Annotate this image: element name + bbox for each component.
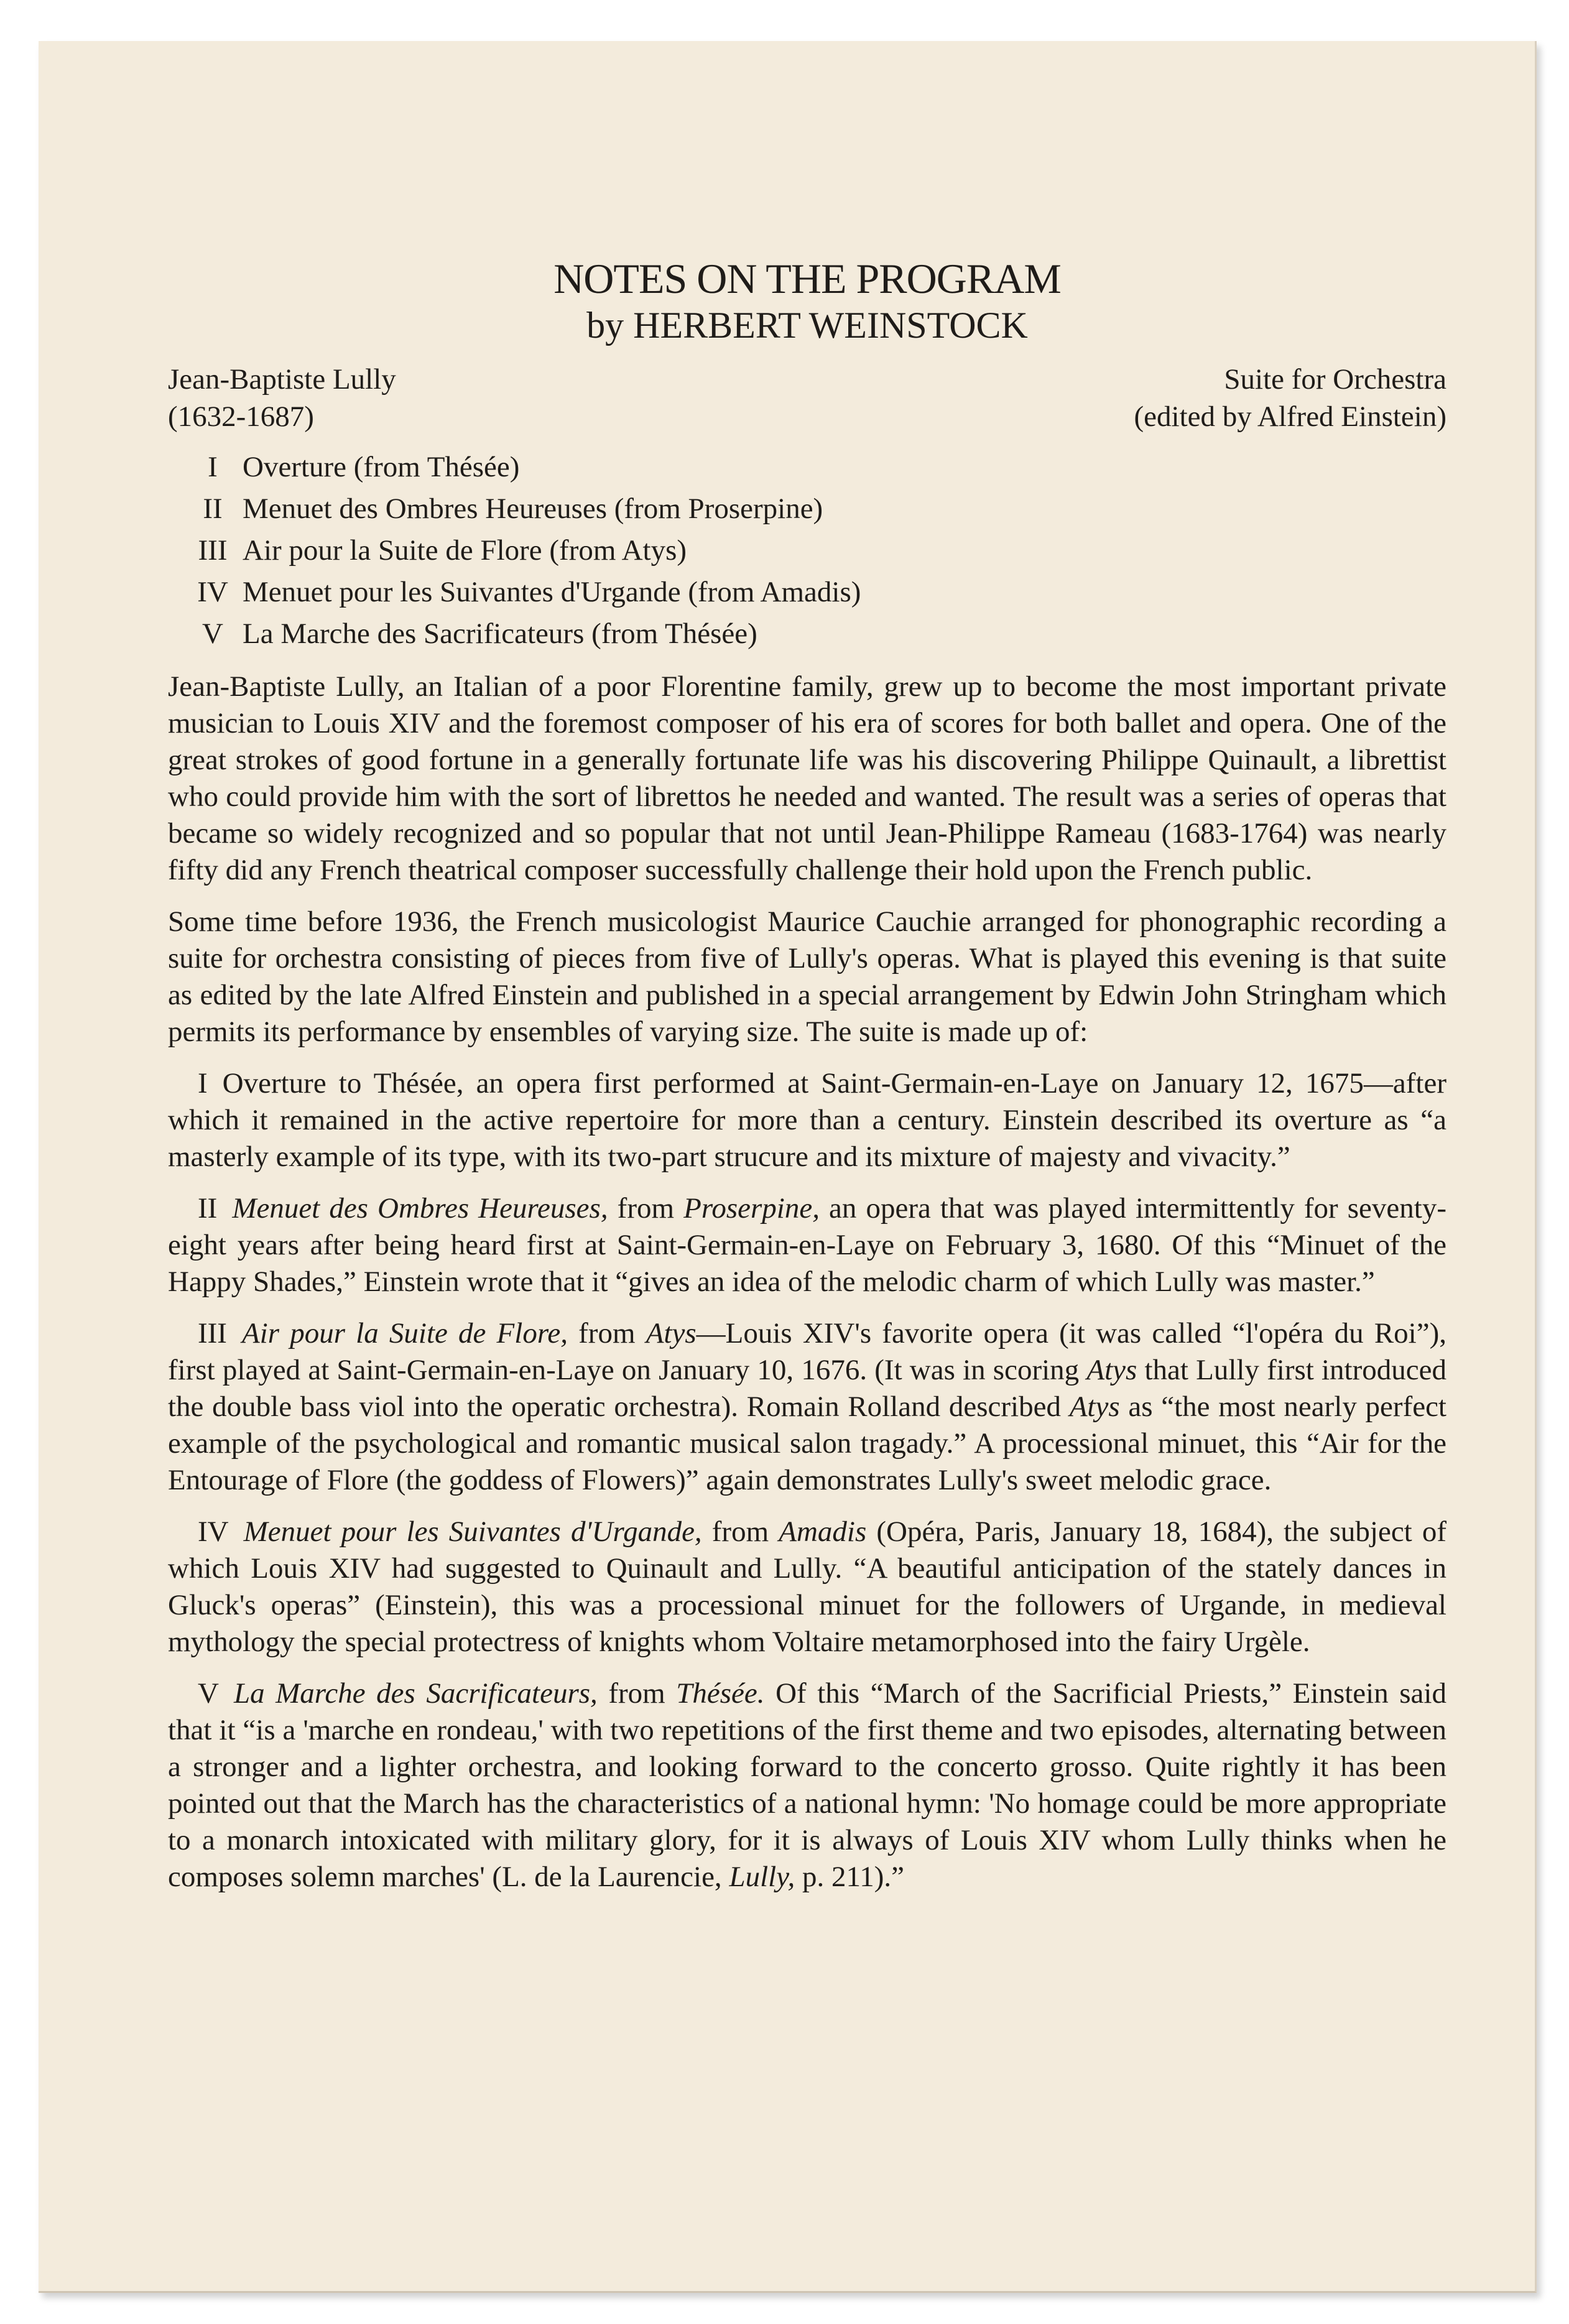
movement-note-2: [168, 1190, 1446, 1300]
note-text: as “the most nearly perfect example of the psychological and romantic musical salon tragady.” A processional minuet, this “Air for the Entourage of Flore (the goddess of Flowers)” again demonstrates Lully's sweet melodic grace.: [168, 1391, 1446, 1496]
movement-note-text: Overture to Thésée, an opera first performed at Saint-Germain-en-Laye on January 12, 1675—after which it remained in the active repertoire for more than a century. Einstein described its overture as “a masterly example of its type, with its two-part strucure and its mixture of majesty and vivacity.”: [168, 1067, 1446, 1173]
note-text: p. 211).”: [795, 1861, 904, 1893]
page-content: [168, 215, 1446, 1910]
italic-title: Menuet pour les Suivantes d'Urgande,: [243, 1516, 702, 1548]
movement-item: [183, 488, 1446, 530]
work-editor: (edited by Alfred Einstein): [1134, 400, 1446, 433]
note-text: from: [567, 1317, 646, 1349]
italic-title: Atys: [646, 1317, 697, 1349]
byline: by HERBERT WEINSTOCK: [586, 305, 1028, 346]
movement-note-number: IV: [198, 1516, 229, 1548]
movement-title: Menuet pour les Suivantes d'Urgande (from Amadis): [243, 576, 861, 608]
movement-list: [183, 447, 1446, 655]
italic-title: Atys: [1086, 1354, 1137, 1386]
suite-history-paragraph: Some time before 1936, the French musicologist Maurice Cauchie arranged for phonographic recording a suite for orchestra consisting of pieces from five of Lully's operas. What is played this evening is that suite as edited by the late Alfred Einstein and published in a special arrangement by Edwin John Stringham which permits its performance by ensembles of varying size. The suite is made up of:: [168, 905, 1446, 1048]
composer-info: [168, 361, 396, 435]
note-text: from: [701, 1516, 779, 1548]
movement-note-4: [168, 1514, 1446, 1660]
movement-number: III: [198, 534, 228, 567]
movement-item: [183, 572, 1446, 613]
italic-title: Proserpine,: [683, 1192, 820, 1224]
italic-title: Atys: [1069, 1391, 1120, 1423]
program-page: [39, 41, 1537, 2293]
note-text: from: [597, 1677, 677, 1710]
note-text: —Louis XIV's favorite opera (it was called “l'opéra du Roi”), first played at Saint-Germain-en-Laye on January 10, 1676. (It was in scoring: [168, 1317, 1446, 1386]
movement-title: Air pour la Suite de Flore (from Atys): [243, 534, 687, 567]
italic-title: Menuet des Ombres Heureuses,: [232, 1192, 608, 1224]
movement-note-number: III: [198, 1317, 227, 1349]
movement-note-number: V: [198, 1677, 219, 1710]
italic-title: La Marche des Sacrificateurs,: [233, 1677, 598, 1710]
movement-note-3: [168, 1315, 1446, 1499]
movement-note-number: II: [198, 1192, 218, 1224]
composer-header: [168, 361, 1446, 435]
italic-title: Air pour la Suite de Flore,: [241, 1317, 568, 1349]
movement-number: IV: [197, 576, 228, 608]
movement-number: II: [203, 493, 223, 525]
italic-title: Thésée.: [676, 1677, 765, 1710]
movement-note-5: [168, 1675, 1446, 1896]
italic-title: Amadis: [779, 1516, 867, 1548]
movement-number: I: [208, 451, 218, 483]
movement-note-1: [168, 1065, 1446, 1175]
note-text: Of this “March of the Sacrificial Priests,” Einstein said that it “is a 'marche en rondeau,' with two repetitions of the first theme and two episodes, alternating between a stronger and a lighter orchestra, and looking forward to the concerto grosso. Quite rightly it has been pointed out that the March has the characteristics of a national hymn: 'No homage could be more appropriate to a monarch intoxicated with military glory, for it is always of Louis XIV whom Lully thinks when he composes solemn marches' (L. de la Laurencie,: [168, 1677, 1446, 1893]
movement-item: [183, 447, 1446, 488]
composer-name: Jean-Baptiste Lully: [168, 363, 396, 396]
movement-item: [183, 613, 1446, 655]
work-title: Suite for Orchestra: [1224, 363, 1446, 396]
page-title: NOTES ON THE PROGRAM: [553, 255, 1061, 302]
note-text: (Opéra, Paris, January 18, 1684), the subject of which Louis XIV had suggested to Quinault and Lully. “A beautiful anticipation of the stately dances in Gluck's operas” (Einstein), this was a processional minuet for the followers of Urgande, in medieval mythology the special protectress of knights whom Voltaire metamorphosed into the fairy Urgèle.: [168, 1516, 1446, 1658]
note-text: that Lully first introduced the double bass viol into the operatic orchestra). Romain Rolland described: [168, 1354, 1446, 1423]
movement-number: V: [202, 618, 223, 650]
movement-title: Overture (from Thésée): [243, 451, 520, 483]
note-text: from: [608, 1192, 684, 1224]
movement-title: Menuet des Ombres Heureuses (from Proserpine): [243, 493, 823, 525]
intro-paragraph: Jean-Baptiste Lully, an Italian of a poor Florentine family, grew up to become the most important private musician to Louis XIV and the foremost composer of his era of scores for both ballet and opera. One of the great strokes of good fortune in a generally fortunate life was his discovering Philippe Quinault, a librettist who could provide him with the sort of librettos he needed and wanted. The result was a series of operas that became so widely recognized and so popular that not until Jean-Philippe Rameau (1683-1764) was nearly fifty did any French theatrical composer successfully challenge their hold upon the French public.: [168, 670, 1446, 886]
movement-item: [183, 530, 1446, 572]
composer-dates: (1632-1687): [168, 400, 314, 433]
movement-note-number: I: [198, 1067, 208, 1100]
movement-title: La Marche des Sacrificateurs (from Thésée): [243, 618, 757, 650]
italic-title: Lully,: [729, 1861, 795, 1893]
note-text: an opera that was played intermittently for seventy-eight years after being heard first at Saint-Germain-en-Laye on February 3, 1680. Of this “Minuet of the Happy Shades,” Einstein wrote that it “gives an idea of the melodic charm of which Lully was master.”: [168, 1192, 1446, 1298]
work-info: [1134, 361, 1447, 435]
